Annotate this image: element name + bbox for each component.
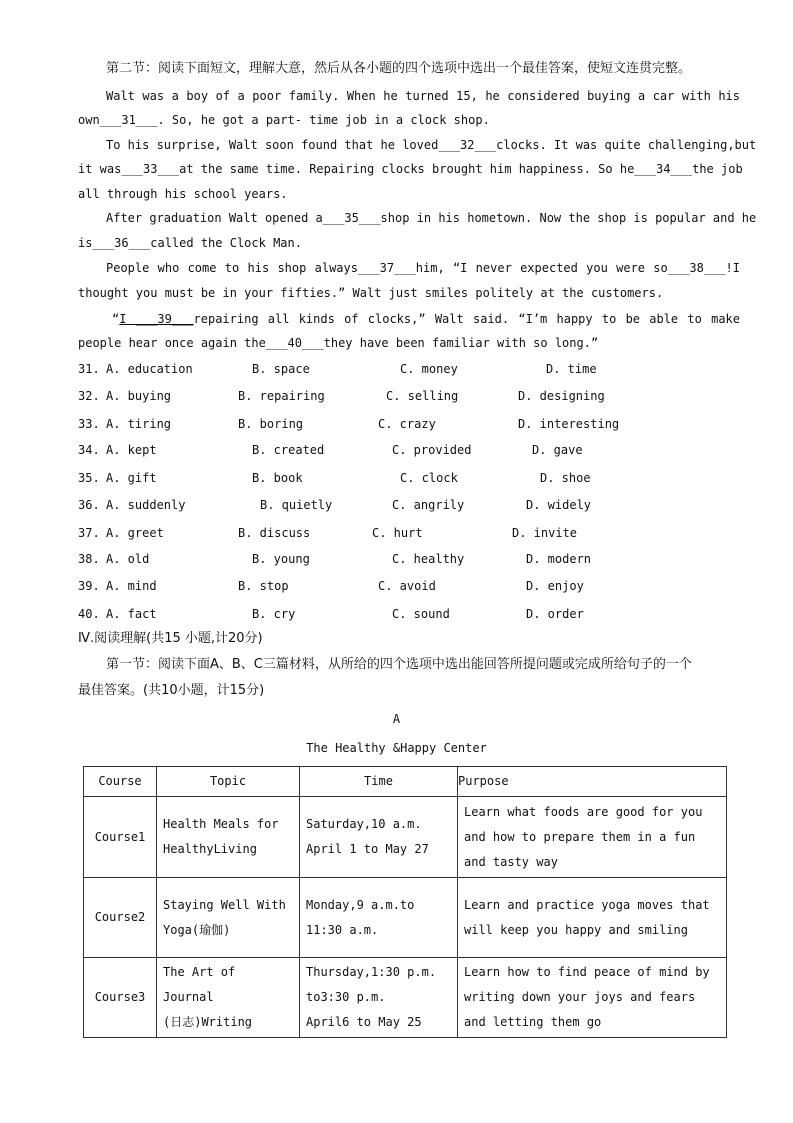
option-a[interactable]: A. suddenly (106, 498, 186, 512)
table-row (84, 878, 727, 958)
passage-line: it was___33___at the same time. Repairing clocks brought him happiness. So he___34___the job (78, 162, 743, 176)
option-c[interactable]: C. money (400, 362, 458, 376)
option-a[interactable]: A. old (106, 552, 150, 566)
option-d[interactable]: D. designing (518, 389, 605, 403)
option-a[interactable]: A. tiring (106, 417, 172, 431)
passage-line: After graduation Walt opened a___35___shop in his hometown. Now the shop is popular and he (106, 211, 757, 225)
table-row (84, 958, 727, 1038)
course-table (83, 766, 727, 1038)
option-d[interactable]: D. widely (526, 498, 592, 512)
section2-instruction: 第二节：阅读下面短文，理解大意，然后从各小题的四个选项中选出一个最佳答案，使短文连贯完整。 (106, 61, 692, 76)
option-c[interactable]: C. sound (392, 607, 450, 621)
passage-line: own___31___. So, he got a part- time job in a clock shop. (78, 113, 490, 127)
passage-title: The Healthy &Happy Center (306, 741, 487, 755)
course-cell: Course1 (84, 797, 157, 878)
option-d[interactable]: D. time (546, 362, 597, 376)
option-a[interactable]: A. buying (106, 389, 172, 403)
option-d[interactable]: D. enjoy (526, 579, 584, 593)
option-d[interactable]: D. modern (526, 552, 592, 566)
part4-instruction: 第一节：阅读下面A、B、C三篇材料，从所给的四个选项中选出能回答所提问题或完成所给句子的一个 (106, 657, 692, 672)
option-a[interactable]: A. greet (106, 526, 164, 540)
option-a[interactable]: A. education (106, 362, 193, 376)
option-b[interactable]: B. quietly (260, 498, 333, 512)
topic-cell: Health Meals for HealthyLiving (157, 797, 300, 878)
part4-instruction-cont: 最佳答案。(共10小题，计15分) (78, 683, 265, 698)
part4-heading: Ⅳ.阅读理解(共15 小题,计20分) (78, 631, 263, 646)
option-c[interactable]: C. avoid (378, 579, 436, 593)
option-c[interactable]: C. selling (386, 389, 459, 403)
option-d[interactable]: D. interesting (518, 417, 620, 431)
underlined-blank: I ___39___ (119, 312, 194, 326)
time-cell: Saturday,10 a.m. April 1 to May 27 (300, 797, 458, 878)
topic-cell: Staying Well With Yoga(瑜伽) (157, 878, 300, 958)
option-d[interactable]: D. invite (512, 526, 578, 540)
passage-line: “I ___39___repairing all kinds of clocks,” Walt said. “I’m happy to be able to make (112, 312, 741, 326)
option-c[interactable]: C. clock (400, 471, 458, 485)
passage-line: Walt was a boy of a poor family. When he turned 15, he considered buying a car with his (106, 89, 740, 103)
option-b[interactable]: B. book (252, 471, 303, 485)
column-header: Time (300, 767, 458, 797)
passage-line: all through his school years. (78, 187, 288, 201)
table-header-row (84, 767, 727, 797)
column-header: Purpose (458, 767, 727, 797)
time-cell: Thursday,1:30 p.m. to3:30 p.m. April6 to May 25 (300, 958, 458, 1038)
passage-label: A (392, 712, 401, 726)
option-b[interactable]: B. stop (238, 579, 289, 593)
option-d[interactable]: D. order (526, 607, 584, 621)
option-b[interactable]: B. repairing (238, 389, 325, 403)
purpose-cell: Learn and practice yoga moves that will keep you happy and smiling (458, 878, 727, 958)
option-c[interactable]: C. provided (392, 443, 472, 457)
option-c[interactable]: C. crazy (378, 417, 436, 431)
passage-line: To his surprise, Walt soon found that he loved___32___clocks. It was quite challenging,but (106, 138, 757, 152)
course-cell: Course3 (84, 958, 157, 1038)
table-row (84, 797, 727, 878)
option-a[interactable]: A. fact (106, 607, 157, 621)
course-cell: Course2 (84, 878, 157, 958)
option-a[interactable]: A. mind (106, 579, 157, 593)
passage-line: people hear once again the___40___they have been familiar with so long.” (78, 336, 599, 350)
option-c[interactable]: C. healthy (392, 552, 465, 566)
option-b[interactable]: B. space (252, 362, 310, 376)
passage-line: People who come to his shop always___37___him, “I never expected you were so___38___!I (106, 261, 740, 275)
time-cell: Monday,9 a.m.to 11:30 a.m. (300, 878, 458, 958)
option-b[interactable]: B. created (252, 443, 325, 457)
purpose-cell: Learn what foods are good for you and how to prepare them in a fun and tasty way (458, 797, 727, 878)
option-c[interactable]: C. hurt (372, 526, 423, 540)
column-header: Topic (157, 767, 300, 797)
option-b[interactable]: B. discuss (238, 526, 311, 540)
option-b[interactable]: B. boring (238, 417, 304, 431)
passage-line: is___36___called the Clock Man. (78, 236, 302, 250)
passage-line: thought you must be in your fifties.” Walt just smiles politely at the customers. (78, 286, 664, 300)
column-header: Course (84, 767, 157, 797)
option-d[interactable]: D. shoe (540, 471, 591, 485)
topic-cell: The Art of Journal (日志)Writing (157, 958, 300, 1038)
option-c[interactable]: C. angrily (392, 498, 465, 512)
purpose-cell: Learn how to find peace of mind by writing down your joys and fears and letting them go (458, 958, 727, 1038)
option-d[interactable]: D. gave (532, 443, 583, 457)
option-b[interactable]: B. cry (252, 607, 296, 621)
option-a[interactable]: A. kept (106, 443, 157, 457)
option-a[interactable]: A. gift (106, 471, 157, 485)
exam-page: 第二节：阅读下面短文，理解大意，然后从各小题的四个选项中选出一个最佳答案，使短文连贯完整。 Walt was a boy of a poor family. When he turned 15, he considered buying a car with his own___31___. So, he got a part- time job in a clock shop. To his surprise, Walt soon found that he loved___32___clocks. It was quite challenging,but it was___33___at the same time. Repairing clocks brought him happiness. So he___34___the job all through his school years. After graduation Walt opened a___35___shop in his hometown. Now the shop is popular and he is___36___called the Clock Man. People who come to his shop always___37___him, “I never expected you were so___38___!I thought you must be in your fifties.” Walt just smiles politely at the customers. “I ___39___repairing all kinds of clocks,” Walt said. “I’m happy to be able to make people hear once again the___40___they have been familiar with so long.” 31. A. education B. space C. money D. time 32. A. buying B. repairing C. selling D. designing 33. A. tiring B. boring C. crazy D. interesting 34. A. kept B. created C. provided D. gave 35. A. gift B. book C. clock D. shoe 36. A. suddenly B. quietly C. angrily D. widely 37. A. greet B. discuss C. hurt D. invite 38. A. old B. young C. healthy D. modern 39. A. mind B. stop C. avoid D. enjoy 40. A. fact B. cry C. sound D. order Ⅳ.阅读理解(共15 小题,计20分) 第一节：阅读下面A、B、C三篇材料，从所给的四个选项中选出能回答所提问题或完成所给句子的一个 最佳答案。(共10小题，计15分) A The Healthy &Happy Center Course Topic Time Purpose Course1 Health Meals for HealthyLiving Saturday,10 a.m. April 1 to May 27 Learn what foods are good for you and how to prepare them in a fun and tasty way Course2 Staying Well With Yoga(瑜伽) Monday,9 a.m.to 11:30 a.m. Learn and practice yoga moves that will keep you happy and smiling Course3 The Art of Journal (日志)Writing Thursday,1:30 p.m. to3:30 p.m. April6 to May 25 Learn how to find peace of mind by writing down your joys and fears and letting them go (0, 0, 793, 1123)
option-b[interactable]: B. young (252, 552, 310, 566)
